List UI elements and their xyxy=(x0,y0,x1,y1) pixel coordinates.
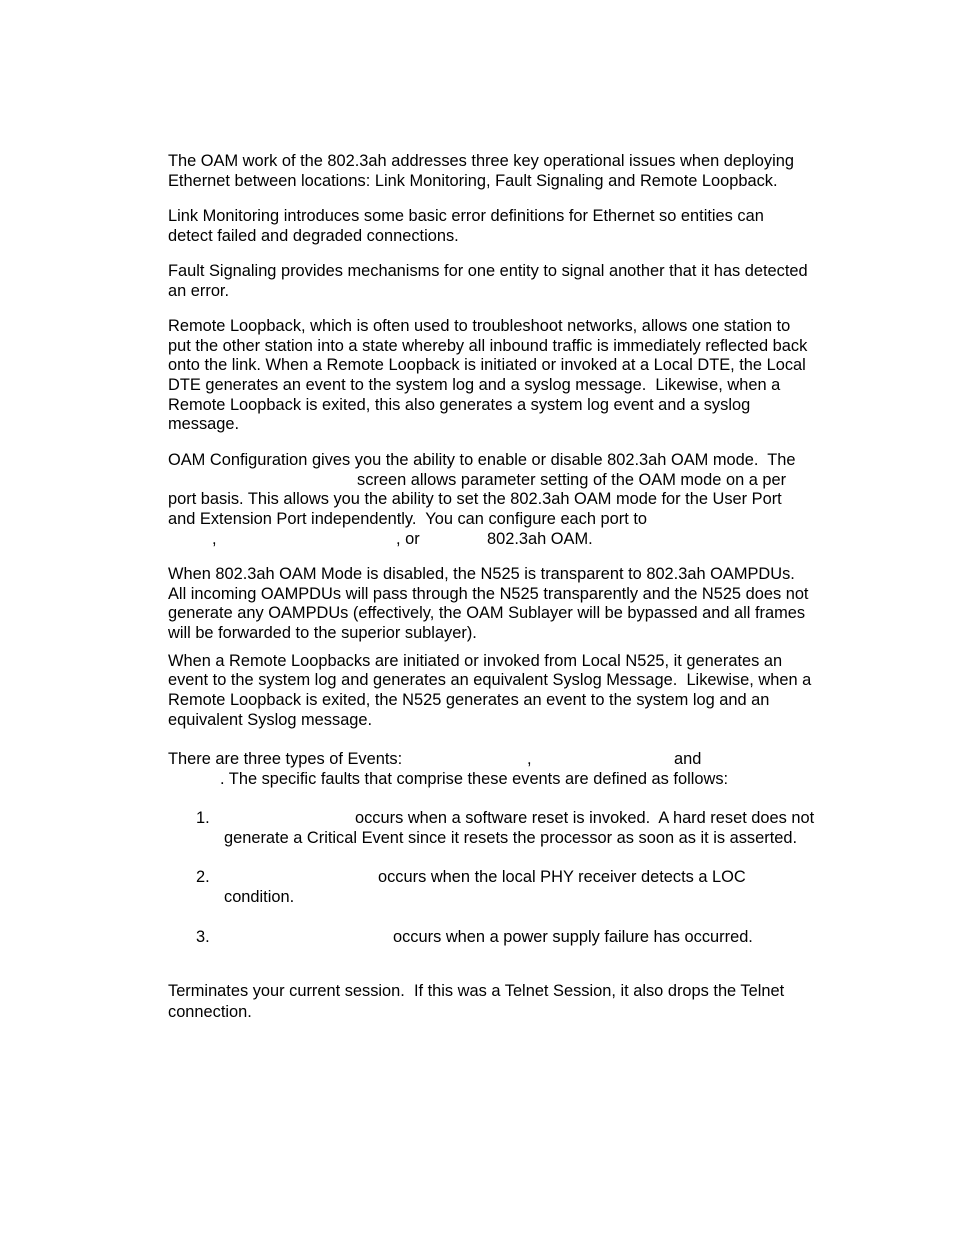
text-line: condition. xyxy=(224,888,295,906)
list-number: 2. xyxy=(196,868,210,886)
text-line: DTE generates an event to the system log and a syslog message. Likewise, when a xyxy=(168,376,781,394)
text-line: occurs when a power supply failure has occurred. xyxy=(393,928,753,946)
text-line: Remote Loopback is exited, the N525 generates an event to the system log and an xyxy=(168,691,770,709)
text-fragment: and xyxy=(674,750,702,768)
text-fragment: , xyxy=(212,530,217,548)
text-line: detect failed and degraded connections. xyxy=(168,227,459,245)
text-line: screen allows parameter setting of the OAM mode on a per xyxy=(357,471,787,489)
text-line: message. xyxy=(168,415,240,433)
text-line: generate a Critical Event since it resets the processor as soon as it is asserted. xyxy=(224,829,798,847)
list-number: 1. xyxy=(196,809,210,827)
list-number: 3. xyxy=(196,928,210,946)
text-line: When a Remote Loopbacks are initiated or invoked from Local N525, it generates an xyxy=(168,652,783,670)
text-line: onto the link. When a Remote Loopback is initiated or invoked at a Local DTE, the Local xyxy=(168,356,806,374)
text-line: Link Monitoring introduces some basic error definitions for Ethernet so entities can xyxy=(168,207,764,225)
text-line: Fault Signaling provides mechanisms for one entity to signal another that it has detected xyxy=(168,262,808,280)
text-line: When 802.3ah OAM Mode is disabled, the N525 is transparent to 802.3ah OAMPDUs. xyxy=(168,565,795,583)
text-line: generate any OAMPDUs (effectively, the OAM Sublayer will be bypassed and all frames xyxy=(168,604,806,622)
text-line: and Extension Port independently. You can configure each port to xyxy=(168,510,648,528)
text-fragment: , or xyxy=(396,530,420,548)
text-line: All incoming OAMPDUs will pass through the N525 transparently and the N525 does not xyxy=(168,585,809,603)
text-line: Terminates your current session. If this was a Telnet Session, it also drops the Telnet xyxy=(168,982,785,1000)
text-line: event to the system log and generates an equivalent Syslog Message. Likewise, when a xyxy=(168,671,812,689)
text-fragment: , xyxy=(527,750,532,768)
text-line: There are three types of Events: xyxy=(168,750,403,768)
text-line: Ethernet between locations: Link Monitoring, Fault Signaling and Remote Loopback. xyxy=(168,172,778,190)
text-line: occurs when the local PHY receiver detects a LOC xyxy=(378,868,746,886)
text-line: Remote Loopback is exited, this also generates a system log event and a syslog xyxy=(168,396,751,414)
text-line: connection. xyxy=(168,1003,252,1021)
text-line: occurs when a software reset is invoked. A hard reset does not xyxy=(355,809,815,827)
text-line: port basis. This allows you the ability to set the 802.3ah OAM mode for the User Port xyxy=(168,490,782,508)
text-fragment: 802.3ah OAM. xyxy=(487,530,593,548)
text-line: an error. xyxy=(168,282,230,300)
text-line: put the other station into a state whereby all inbound traffic is immediately reflected back xyxy=(168,337,808,355)
text-line: will be forwarded to the superior sublayer). xyxy=(168,624,477,642)
text-line: . The specific faults that comprise these events are defined as follows: xyxy=(220,770,729,788)
text-line: equivalent Syslog message. xyxy=(168,711,373,729)
text-line: OAM Configuration gives you the ability to enable or disable 802.3ah OAM mode. The xyxy=(168,451,796,469)
text-line: The OAM work of the 802.3ah addresses three key operational issues when deploying xyxy=(168,152,794,170)
text-line: Remote Loopback, which is often used to troubleshoot networks, allows one station to xyxy=(168,317,791,335)
